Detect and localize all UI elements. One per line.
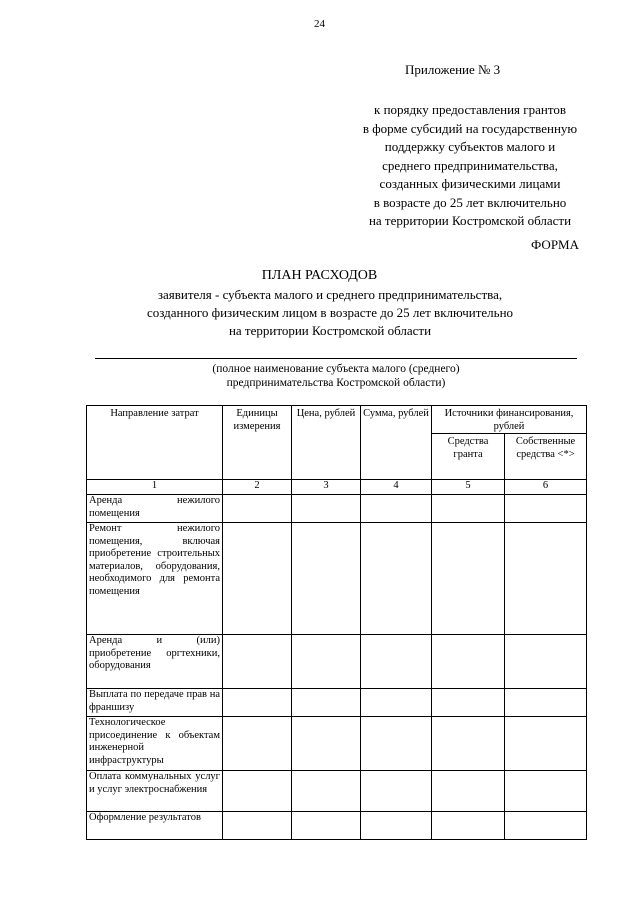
entity-name-line — [95, 358, 577, 359]
own-funds-cell[interactable] — [505, 635, 587, 689]
grant-cell[interactable] — [432, 523, 505, 635]
table-row — [87, 495, 587, 523]
header-sources: Источники финансирования, рублей — [432, 406, 587, 434]
header-amount: Сумма, рублей — [361, 406, 432, 480]
table-row — [87, 717, 587, 771]
units-cell[interactable] — [223, 635, 292, 689]
amount-cell[interactable] — [361, 689, 432, 717]
amount-cell[interactable] — [361, 771, 432, 812]
grant-cell[interactable] — [432, 495, 505, 523]
appendix-description-line: на территории Костромской области — [368, 213, 572, 228]
grant-cell[interactable] — [432, 689, 505, 717]
units-cell[interactable] — [223, 689, 292, 717]
expense-item-label: Ремонт нежилого помещения, включая приобретение строительных материалов, оборудования, необходимого для ремонта помещения — [87, 523, 223, 635]
appendix-description-line: к порядку предоставления грантов — [374, 102, 566, 117]
expense-item-label: Аренда и (или) приобретение оргтехники, оборудования — [87, 635, 223, 689]
table-row — [87, 689, 587, 717]
grant-cell[interactable] — [432, 771, 505, 812]
appendix-description-line: поддержку субъектов малого и — [384, 139, 556, 154]
header-direction: Направление затрат — [87, 406, 223, 480]
units-cell[interactable] — [223, 717, 292, 771]
own-funds-cell[interactable] — [505, 812, 587, 840]
column-number: 6 — [505, 480, 587, 495]
amount-cell[interactable] — [361, 812, 432, 840]
price-cell[interactable] — [292, 523, 361, 635]
document-subtitle — [100, 286, 560, 340]
appendix-title: Приложение № 3 — [405, 62, 501, 77]
price-cell[interactable] — [292, 771, 361, 812]
column-number: 4 — [361, 480, 432, 495]
entity-name-caption-line: предпринимательства Костромской области) — [226, 377, 446, 389]
table-header-row — [87, 406, 587, 434]
own-funds-cell[interactable] — [505, 771, 587, 812]
grant-cell[interactable] — [432, 635, 505, 689]
table-row — [87, 523, 587, 635]
price-cell[interactable] — [292, 689, 361, 717]
document-subtitle-line: созданного физическим лицом в возрасте до 25 лет включительно — [146, 305, 514, 320]
document-subtitle-line: на территории Костромской области — [228, 323, 432, 338]
header-units: Единицы измерения — [223, 406, 292, 480]
appendix-description-line: созданных физическими лицами — [379, 176, 561, 191]
own-funds-cell[interactable] — [505, 717, 587, 771]
header-own-funds: Собственные средства <*> — [505, 434, 587, 480]
expense-item-label: Выплата по передаче прав на франшизу — [87, 689, 223, 717]
column-number: 5 — [432, 480, 505, 495]
column-number: 3 — [292, 480, 361, 495]
table-row — [87, 635, 587, 689]
price-cell[interactable] — [292, 812, 361, 840]
page-number: 24 — [314, 18, 325, 30]
appendix-description-line: в возрасте до 25 лет включительно — [373, 194, 567, 210]
own-funds-cell[interactable] — [505, 523, 587, 635]
expense-item-label: Оформление результатов — [87, 812, 223, 840]
units-cell[interactable] — [223, 523, 292, 635]
header-price: Цена, рублей — [292, 406, 361, 480]
appendix-description-line: в форме субсидий на государственную — [362, 120, 578, 136]
column-number: 2 — [223, 480, 292, 495]
amount-cell[interactable] — [361, 523, 432, 635]
column-numbers-row — [87, 480, 587, 495]
expense-plan-table — [86, 405, 587, 840]
amount-cell[interactable] — [361, 717, 432, 771]
price-cell[interactable] — [292, 717, 361, 771]
grant-cell[interactable] — [432, 717, 505, 771]
appendix-description-line: среднего предпринимательства, — [382, 157, 558, 173]
units-cell[interactable] — [223, 771, 292, 812]
price-cell[interactable] — [292, 495, 361, 523]
form-label: ФОРМА — [531, 237, 579, 252]
entity-name-caption-line: (полное наименование субъекта малого (среднего) — [212, 363, 460, 375]
document-subtitle-line: заявителя - субъекта малого и среднего предпринимательства, — [157, 287, 503, 302]
units-cell[interactable] — [223, 812, 292, 840]
expense-item-label: Технологическое присоединение к объектам инженерной инфраструктуры — [87, 717, 223, 771]
document-title: ПЛАН РАСХОДОВ — [261, 268, 378, 283]
price-cell[interactable] — [292, 635, 361, 689]
expense-item-label: Оплата коммунальных услуг и услуг электроснабжения — [87, 771, 223, 812]
appendix-description — [320, 101, 620, 231]
table-row — [87, 771, 587, 812]
header-grant: Средства гранта — [432, 434, 505, 480]
grant-cell[interactable] — [432, 812, 505, 840]
table-row — [87, 812, 587, 840]
units-cell[interactable] — [223, 495, 292, 523]
amount-cell[interactable] — [361, 495, 432, 523]
entity-name-caption — [120, 362, 552, 390]
amount-cell[interactable] — [361, 635, 432, 689]
own-funds-cell[interactable] — [505, 495, 587, 523]
own-funds-cell[interactable] — [505, 689, 587, 717]
expense-item-label: Аренда нежилого помещения — [87, 495, 223, 523]
column-number: 1 — [87, 480, 223, 495]
